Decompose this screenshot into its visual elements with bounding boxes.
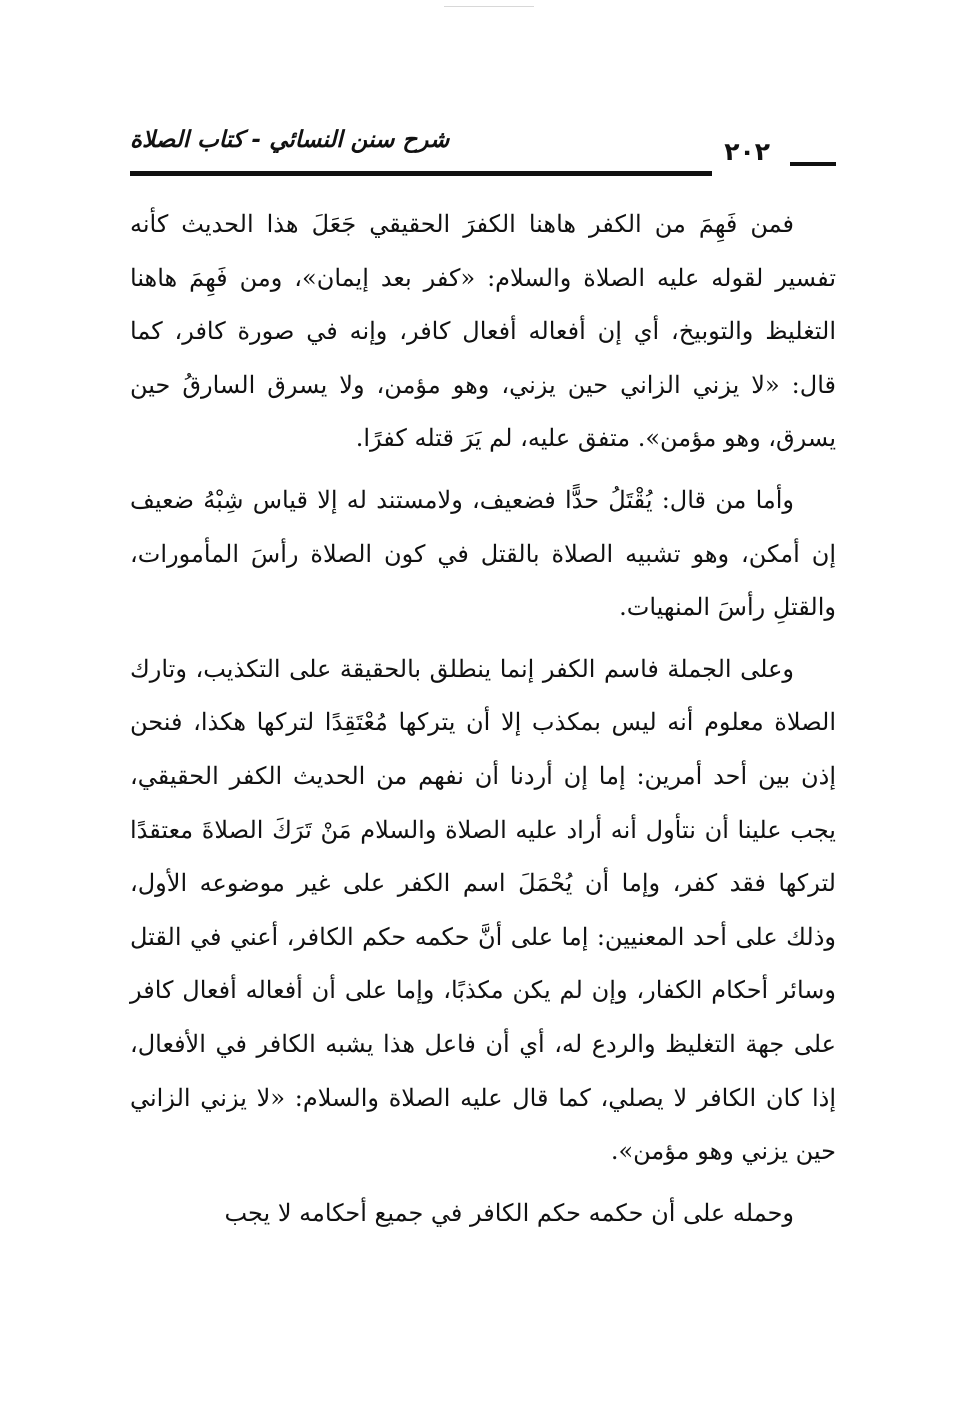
page-top-edge-mark [444,6,534,7]
paragraph-1: فمن فَهِمَ من الكفر هاهنا الكفرَ الحقيقي جَعَلَ هذا الحديث كأنه تفسير لقوله عليه الصلاة والسلام: «كفر بعد إيمان»، ومن فَهِمَ هاهنا التغليظ والتوبيخ، أي إن أفعاله أفعال كافر، وإنه في صورة كافر، كما قال: «لا يزني الزاني حين يزني، وهو مؤمن، ولا يسرق السارقُ حين يسرق، وهو مؤمن». متفق عليه، لم يَرَ قتله كفرًا. [130,210,837,453]
body-text [130,198,836,1240]
page-number: ٢٠٢ [724,137,770,166]
header-rule-long [130,171,712,176]
paragraph-3: وعلى الجملة فاسم الكفر إنما ينطلق بالحقيقة على التكذيب، وتارك الصلاة معلوم أنه ليس بمكذب إلا أن يتركها مُعْتَقِدًا لتركها هكذا، فنحن إذن بين أحد أمرين: إما إن أردنا أن نفهم من الحديث الكفر الحقيقي، يجب علينا أن نتأول أنه أراد عليه الصلاة والسلام مَنْ تَرَكَ الصلاةَ معتقدًا لتركها فقد كفر، وإما أن يُحْمَلَ اسم الكفر على غير موضوعه الأول، وذلك على أحد المعنيين: إما على أنَّ حكمه حكم الكافر، أعني في القتل وسائر أحكام الكفار، وإن لم يكن مكذبًا، وإما على أن أفعاله أفعال كافر على جهة التغليظ والردع له، أي أن فاعل هذا يشبه الكافر في الأفعال، إذا كان الكافر لا يصلي، كما قال عليه الصلاة والسلام: «لا يزني الزاني حين يزني وهو مؤمن». [130,654,836,1166]
paragraph-2: وأما من قال: يُقْتَلُ حدًّا فضعيف، ولامستند له إلا قياس شِبْهُ ضعيف إن أمكن، وهو تشبيه الصلاة بالقتل في كون الصلاة رأسَ المأمورات، والقتلِ رأسَ المنهيات. [130,485,836,622]
header-rule-short [790,162,836,166]
page-header [130,120,836,180]
paragraph-4: وحمله على أن حكمه حكم الكافر في جميع أحكامه لا يجب [224,1198,794,1227]
running-title: شرح سنن النسائي - كتاب الصلاة [130,127,450,153]
